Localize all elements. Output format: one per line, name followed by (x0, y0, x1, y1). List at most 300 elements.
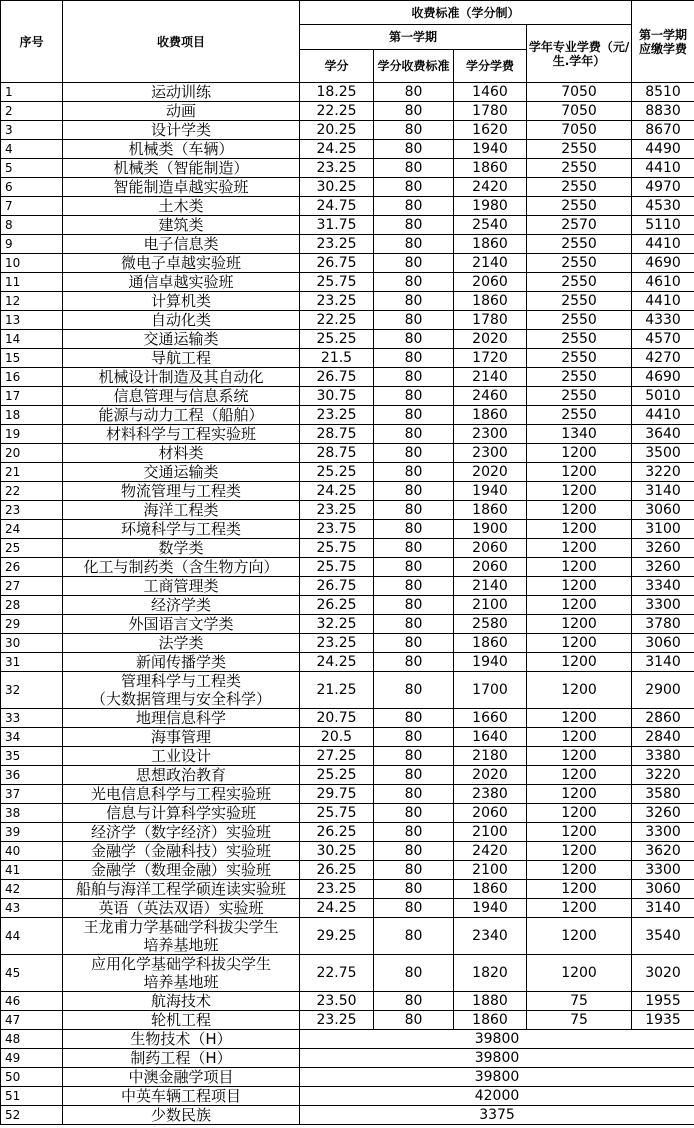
row-annual-fee: 1200 (527, 596, 632, 615)
row-annual-fee: 1200 (527, 482, 632, 501)
row-index: 43 (1, 899, 63, 918)
row-payable: 4270 (632, 349, 694, 368)
row-credit-fee: 1640 (454, 728, 527, 747)
row-item-name: 英语（英法双语）实验班 (63, 899, 300, 918)
row-credit-fee: 1860 (454, 159, 527, 178)
row-credit-fee-standard: 80 (374, 1011, 454, 1030)
row-index: 12 (1, 292, 63, 311)
row-annual-fee: 2550 (527, 140, 632, 159)
table-row (1, 955, 694, 992)
row-index: 38 (1, 804, 63, 823)
row-credit-fee-standard: 80 (374, 102, 454, 121)
table-row (1, 235, 694, 254)
row-index: 50 (1, 1068, 63, 1087)
header-credit-fee-standard: 学分收费标准 (374, 50, 454, 83)
row-payable: 4570 (632, 330, 694, 349)
row-payable: 2840 (632, 728, 694, 747)
row-annual-fee: 2550 (527, 159, 632, 178)
table-row (1, 121, 694, 140)
row-payable: 3260 (632, 804, 694, 823)
row-item-name: 运动训练 (63, 83, 300, 102)
row-index: 49 (1, 1049, 63, 1068)
row-credit-fee-standard: 80 (374, 121, 454, 140)
row-item-name: 思想政治教育 (63, 766, 300, 785)
row-item-name: 信息与计算科学实验班 (63, 804, 300, 823)
row-item-name: 机械类（智能制造） (63, 159, 300, 178)
row-annual-fee: 1200 (527, 899, 632, 918)
row-item-name (63, 672, 300, 709)
row-item-name: 材料类 (63, 444, 300, 463)
row-credit-fee: 1900 (454, 520, 527, 539)
row-payable: 4410 (632, 406, 694, 425)
row-credit-fee-standard: 80 (374, 406, 454, 425)
row-index: 14 (1, 330, 63, 349)
row-payable: 4690 (632, 254, 694, 273)
row-credit-fee-standard: 80 (374, 159, 454, 178)
row-index: 22 (1, 482, 63, 501)
row-payable: 4330 (632, 311, 694, 330)
row-credit-fee: 1940 (454, 482, 527, 501)
row-item-name-line2: 培养基地班 (143, 973, 219, 991)
row-credits: 23.25 (300, 406, 374, 425)
row-credit-fee-standard: 80 (374, 992, 454, 1011)
row-annual-fee: 2550 (527, 197, 632, 216)
row-credit-fee-standard: 80 (374, 501, 454, 520)
row-credit-fee-standard: 80 (374, 785, 454, 804)
row-index: 51 (1, 1087, 63, 1106)
row-index: 47 (1, 1011, 63, 1030)
row-credit-fee: 2140 (454, 577, 527, 596)
row-credits: 32.25 (300, 615, 374, 634)
row-index: 44 (1, 918, 63, 955)
row-credit-fee: 2060 (454, 804, 527, 823)
row-credits: 25.75 (300, 273, 374, 292)
row-credits: 21.25 (300, 672, 374, 709)
row-item-name: 微电子卓越实验班 (63, 254, 300, 273)
row-item-name: 经济学类 (63, 596, 300, 615)
row-index: 35 (1, 747, 63, 766)
row-index: 32 (1, 672, 63, 709)
row-credit-fee-standard: 80 (374, 368, 454, 387)
row-credit-fee-standard: 80 (374, 634, 454, 653)
table-row (1, 349, 694, 368)
row-credits: 24.25 (300, 482, 374, 501)
row-index: 19 (1, 425, 63, 444)
table-row (1, 596, 694, 615)
row-payable: 3140 (632, 899, 694, 918)
row-payable: 2900 (632, 672, 694, 709)
table-row (1, 482, 694, 501)
header-standard-group: 收费标准（学分制） (300, 1, 632, 25)
row-annual-fee: 1200 (527, 672, 632, 709)
row-item-name (63, 918, 300, 955)
table-row (1, 387, 694, 406)
table-row (1, 463, 694, 482)
table-row (1, 804, 694, 823)
row-item-name-line1: 管理科学与工程类 (120, 672, 241, 690)
row-credits: 22.25 (300, 102, 374, 121)
row-credits: 28.75 (300, 444, 374, 463)
table-row (1, 1011, 694, 1030)
row-credits: 20.25 (300, 121, 374, 140)
row-credit-fee-standard: 80 (374, 197, 454, 216)
row-credit-fee: 2060 (454, 539, 527, 558)
row-annual-fee: 1200 (527, 615, 632, 634)
row-payable: 3620 (632, 842, 694, 861)
row-payable: 4530 (632, 197, 694, 216)
row-credit-fee: 1940 (454, 899, 527, 918)
row-item-name: 法学类 (63, 634, 300, 653)
row-credits: 30.25 (300, 842, 374, 861)
row-annual-fee: 1200 (527, 709, 632, 728)
row-annual-fee: 1200 (527, 634, 632, 653)
row-credits: 23.25 (300, 501, 374, 520)
row-index: 23 (1, 501, 63, 520)
row-payable: 3220 (632, 463, 694, 482)
row-item-name: 物流管理与工程类 (63, 482, 300, 501)
row-credit-fee-standard: 80 (374, 728, 454, 747)
row-item-name: 新闻传播学类 (63, 653, 300, 672)
table-row (1, 766, 694, 785)
row-item-name: 海事管理 (63, 728, 300, 747)
row-credit-fee-standard: 80 (374, 804, 454, 823)
table-row (1, 292, 694, 311)
row-item-name-line2: （大数据管理与安全科学） (90, 690, 271, 708)
row-index: 41 (1, 861, 63, 880)
row-item-name: 化工与制药类（含生物方向） (63, 558, 300, 577)
row-credits: 23.25 (300, 1011, 374, 1030)
row-credit-fee: 2100 (454, 861, 527, 880)
row-credit-fee: 2420 (454, 842, 527, 861)
table-row (1, 880, 694, 899)
row-credit-fee-standard: 80 (374, 653, 454, 672)
row-credits: 18.25 (300, 83, 374, 102)
row-credits: 20.75 (300, 709, 374, 728)
row-credit-fee-standard: 80 (374, 520, 454, 539)
row-credit-fee: 2540 (454, 216, 527, 235)
row-index: 7 (1, 197, 63, 216)
row-item-name: 机械类（车辆） (63, 140, 300, 159)
row-credit-fee-standard: 80 (374, 311, 454, 330)
row-credit-fee: 2140 (454, 254, 527, 273)
row-credits: 24.25 (300, 140, 374, 159)
row-credit-fee: 2060 (454, 273, 527, 292)
row-annual-fee: 2550 (527, 406, 632, 425)
row-item-name: 导航工程 (63, 349, 300, 368)
row-credit-fee: 2100 (454, 596, 527, 615)
row-annual-fee: 2550 (527, 235, 632, 254)
row-credit-fee-standard: 80 (374, 899, 454, 918)
row-credits: 22.75 (300, 955, 374, 992)
row-credit-fee-standard: 80 (374, 463, 454, 482)
table-row (1, 406, 694, 425)
row-item-name: 航海技术 (63, 992, 300, 1011)
table-row (1, 577, 694, 596)
row-index: 20 (1, 444, 63, 463)
header-payable: 第一学期应缴学费 (632, 1, 694, 83)
table-row (1, 83, 694, 102)
row-item-name: 轮机工程 (63, 1011, 300, 1030)
row-credit-fee: 1460 (454, 83, 527, 102)
row-annual-fee: 75 (527, 1011, 632, 1030)
table-row (1, 254, 694, 273)
table-row (1, 520, 694, 539)
row-annual-fee: 2550 (527, 368, 632, 387)
row-annual-fee: 7050 (527, 121, 632, 140)
row-index: 52 (1, 1106, 63, 1125)
row-index: 15 (1, 349, 63, 368)
row-credits: 23.25 (300, 634, 374, 653)
row-credit-fee: 2380 (454, 785, 527, 804)
row-payable: 4410 (632, 235, 694, 254)
row-index: 39 (1, 823, 63, 842)
row-annual-fee: 1200 (527, 653, 632, 672)
table-row (1, 747, 694, 766)
row-index: 6 (1, 178, 63, 197)
row-payable: 1955 (632, 992, 694, 1011)
row-item-name: 动画 (63, 102, 300, 121)
row-credit-fee: 1980 (454, 197, 527, 216)
row-annual-fee: 1200 (527, 785, 632, 804)
row-index: 10 (1, 254, 63, 273)
row-credit-fee-standard: 80 (374, 387, 454, 406)
header-credit-fee: 学分学费 (454, 50, 527, 83)
row-annual-fee: 1200 (527, 444, 632, 463)
row-annual-fee: 2550 (527, 178, 632, 197)
row-credit-fee: 1860 (454, 880, 527, 899)
row-lump-amount: 39800 (300, 1068, 694, 1087)
row-index: 17 (1, 387, 63, 406)
row-item-name: 智能制造卓越实验班 (63, 178, 300, 197)
row-credits: 24.25 (300, 899, 374, 918)
row-payable: 3020 (632, 955, 694, 992)
row-item-name: 经济学（数字经济）实验班 (63, 823, 300, 842)
row-index: 30 (1, 634, 63, 653)
row-credits: 23.25 (300, 880, 374, 899)
header-annual-fee: 学年专业学费（元/生.学年） (527, 25, 632, 83)
row-credits: 26.75 (300, 368, 374, 387)
row-credits: 26.75 (300, 577, 374, 596)
row-annual-fee: 2550 (527, 330, 632, 349)
row-credits: 25.25 (300, 330, 374, 349)
row-payable: 3540 (632, 918, 694, 955)
row-annual-fee: 1200 (527, 842, 632, 861)
table-row (1, 444, 694, 463)
row-index: 8 (1, 216, 63, 235)
row-credit-fee: 1720 (454, 349, 527, 368)
row-payable: 4970 (632, 178, 694, 197)
row-item-name: 生物技术（H） (63, 1030, 300, 1049)
row-item-name: 工业设计 (63, 747, 300, 766)
table-row (1, 709, 694, 728)
row-annual-fee: 1200 (527, 918, 632, 955)
row-annual-fee: 2550 (527, 387, 632, 406)
row-credits: 29.25 (300, 918, 374, 955)
row-annual-fee: 2550 (527, 273, 632, 292)
table-row (1, 899, 694, 918)
row-payable: 3380 (632, 747, 694, 766)
header-index: 序号 (1, 1, 63, 83)
row-index: 29 (1, 615, 63, 634)
row-credit-fee: 2300 (454, 425, 527, 444)
row-credits: 30.25 (300, 178, 374, 197)
table-row-lump-sum (1, 1106, 694, 1125)
row-index: 13 (1, 311, 63, 330)
row-payable: 4490 (632, 140, 694, 159)
row-payable: 3060 (632, 634, 694, 653)
row-annual-fee: 2550 (527, 292, 632, 311)
row-credit-fee: 2340 (454, 918, 527, 955)
table-body (1, 83, 694, 1125)
table-row (1, 216, 694, 235)
row-payable: 3340 (632, 577, 694, 596)
row-credits: 20.5 (300, 728, 374, 747)
row-index: 46 (1, 992, 63, 1011)
row-credit-fee: 1860 (454, 235, 527, 254)
table-row (1, 615, 694, 634)
row-annual-fee: 1340 (527, 425, 632, 444)
row-lump-amount: 39800 (300, 1030, 694, 1049)
row-payable: 3300 (632, 861, 694, 880)
row-credit-fee: 1860 (454, 634, 527, 653)
row-item-name: 建筑类 (63, 216, 300, 235)
row-credit-fee: 1820 (454, 955, 527, 992)
row-credit-fee-standard: 80 (374, 955, 454, 992)
row-credit-fee: 1860 (454, 501, 527, 520)
row-item-name: 工商管理类 (63, 577, 300, 596)
row-item-name: 自动化类 (63, 311, 300, 330)
row-credit-fee-standard: 80 (374, 216, 454, 235)
row-item-name (63, 955, 300, 992)
row-credit-fee-standard: 80 (374, 880, 454, 899)
row-credit-fee-standard: 80 (374, 349, 454, 368)
header-credits: 学分 (300, 50, 374, 83)
row-credit-fee-standard: 80 (374, 747, 454, 766)
row-index: 33 (1, 709, 63, 728)
row-credit-fee: 1860 (454, 292, 527, 311)
row-item-name: 交通运输类 (63, 330, 300, 349)
table-row (1, 140, 694, 159)
row-item-name: 材料科学与工程实验班 (63, 425, 300, 444)
row-annual-fee: 1200 (527, 861, 632, 880)
row-credits: 23.25 (300, 235, 374, 254)
table-row (1, 102, 694, 121)
row-credits: 28.75 (300, 425, 374, 444)
row-payable: 8510 (632, 83, 694, 102)
table-row (1, 728, 694, 747)
table-row-lump-sum (1, 1049, 694, 1068)
table-row (1, 501, 694, 520)
row-credit-fee-standard: 80 (374, 178, 454, 197)
row-credits: 27.25 (300, 747, 374, 766)
row-credit-fee: 1880 (454, 992, 527, 1011)
row-item-name: 船舶与海洋工程学硕连读实验班 (63, 880, 300, 899)
row-credits: 26.25 (300, 823, 374, 842)
row-annual-fee: 2550 (527, 254, 632, 273)
row-credits: 23.50 (300, 992, 374, 1011)
row-index: 40 (1, 842, 63, 861)
row-annual-fee: 7050 (527, 102, 632, 121)
row-credit-fee-standard: 80 (374, 539, 454, 558)
row-credit-fee-standard: 80 (374, 709, 454, 728)
row-credits: 21.5 (300, 349, 374, 368)
row-item-name: 土木类 (63, 197, 300, 216)
row-annual-fee: 2550 (527, 349, 632, 368)
row-annual-fee: 1200 (527, 880, 632, 899)
row-credits: 24.75 (300, 197, 374, 216)
row-payable: 3060 (632, 501, 694, 520)
row-payable: 3060 (632, 880, 694, 899)
row-annual-fee: 75 (527, 992, 632, 1011)
row-annual-fee: 1200 (527, 520, 632, 539)
row-credit-fee: 1620 (454, 121, 527, 140)
row-payable: 3640 (632, 425, 694, 444)
table-row (1, 842, 694, 861)
table-row (1, 992, 694, 1011)
row-credit-fee-standard: 80 (374, 273, 454, 292)
row-credits: 25.75 (300, 539, 374, 558)
table-row (1, 311, 694, 330)
row-credit-fee-standard: 80 (374, 615, 454, 634)
table-row (1, 159, 694, 178)
row-credit-fee: 2020 (454, 330, 527, 349)
row-item-name: 设计学类 (63, 121, 300, 140)
row-credit-fee: 1940 (454, 653, 527, 672)
row-payable: 8670 (632, 121, 694, 140)
row-credit-fee: 1860 (454, 406, 527, 425)
row-item-name: 少数民族 (63, 1106, 300, 1125)
row-index: 26 (1, 558, 63, 577)
row-credit-fee-standard: 80 (374, 444, 454, 463)
row-payable: 3580 (632, 785, 694, 804)
row-lump-amount: 39800 (300, 1049, 694, 1068)
row-item-name: 海洋工程类 (63, 501, 300, 520)
row-index: 31 (1, 653, 63, 672)
row-credit-fee: 2180 (454, 747, 527, 766)
row-credit-fee-standard: 80 (374, 577, 454, 596)
row-credits: 23.25 (300, 292, 374, 311)
table-row (1, 197, 694, 216)
row-credit-fee-standard: 80 (374, 558, 454, 577)
row-index: 25 (1, 539, 63, 558)
row-annual-fee: 1200 (527, 955, 632, 992)
row-credit-fee: 1780 (454, 102, 527, 121)
row-item-name-line2: 培养基地班 (143, 936, 219, 954)
row-credit-fee-standard: 80 (374, 292, 454, 311)
row-lump-amount: 42000 (300, 1087, 694, 1106)
table-row (1, 368, 694, 387)
row-item-name: 中英车辆工程项目 (63, 1087, 300, 1106)
row-item-name: 信息管理与信息系统 (63, 387, 300, 406)
row-item-name-line1: 王龙甫力学基础学科拔尖学生 (83, 918, 279, 936)
header-semester1-group: 第一学期 (300, 25, 527, 50)
row-credit-fee: 2100 (454, 823, 527, 842)
row-credits: 22.25 (300, 311, 374, 330)
row-item-name: 中澳金融学项目 (63, 1068, 300, 1087)
row-payable: 4610 (632, 273, 694, 292)
row-credit-fee: 2460 (454, 387, 527, 406)
table-row-lump-sum (1, 1087, 694, 1106)
row-item-name-line1: 应用化学基础学科拔尖学生 (90, 955, 271, 973)
row-payable: 3260 (632, 558, 694, 577)
row-payable: 3260 (632, 539, 694, 558)
row-index: 5 (1, 159, 63, 178)
row-annual-fee: 1200 (527, 728, 632, 747)
row-payable: 4410 (632, 292, 694, 311)
table-row-lump-sum (1, 1030, 694, 1049)
table-row (1, 823, 694, 842)
row-payable: 3780 (632, 615, 694, 634)
